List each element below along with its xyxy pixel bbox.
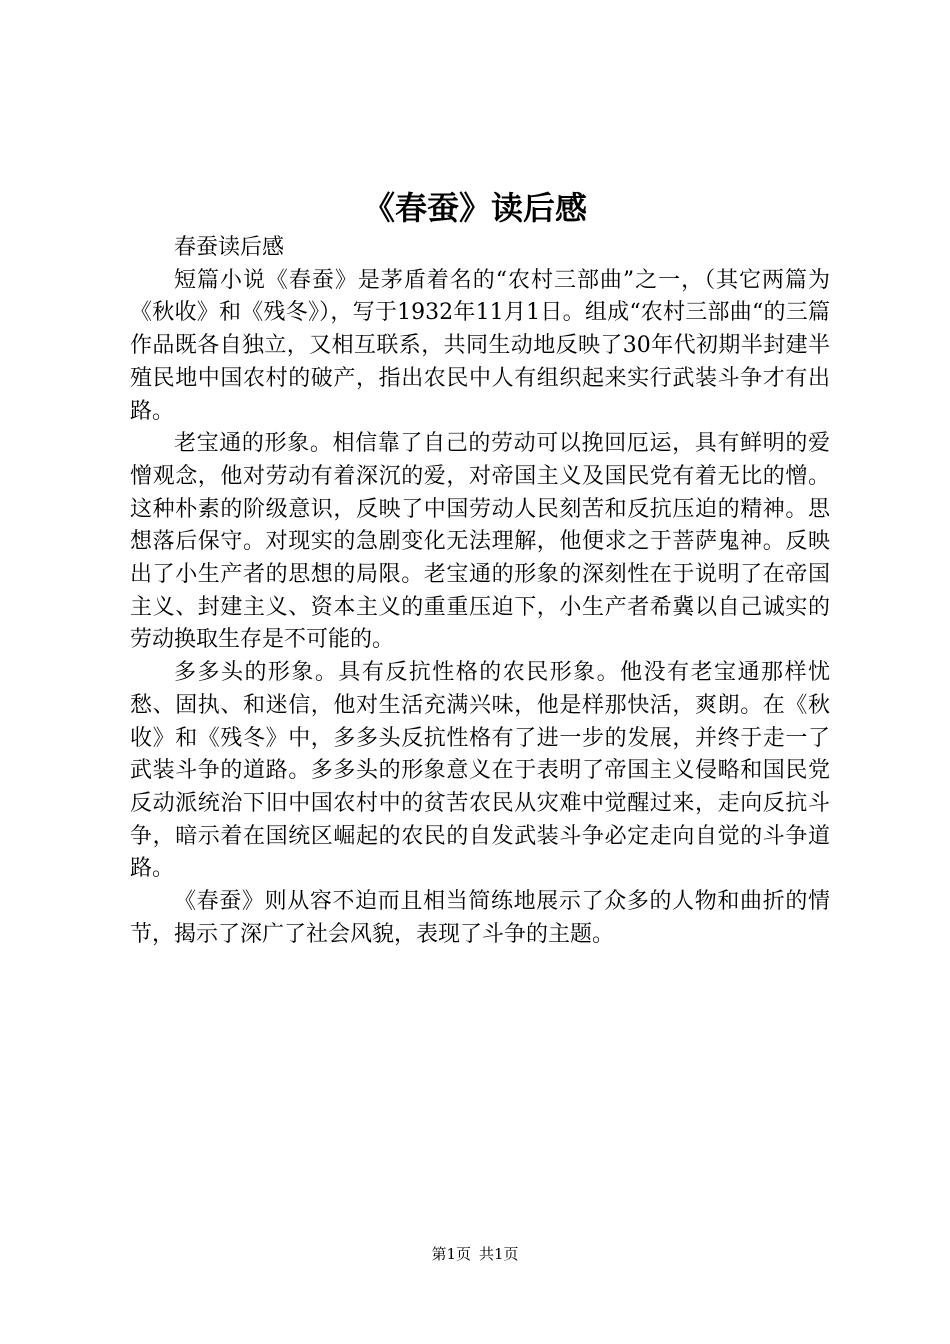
laobaotong-paragraph: 老宝通的形象。相信靠了自己的劳动可以挽回厄运，具有鲜明的爱憎观念，他对劳动有着深沉的爱，对帝国主义及国民党有着无比的憎。这种朴素的阶级意识，反映了中国劳动人民刻苦和反抗压迫的精神。思想落后保守。对现实的急剧变化无法理解，他便求之于菩萨鬼神。反映出了小生产者的思想的局限。老宝通的形象的深刻性在于说明了在帝国主义、封建主义、资本主义的重重压迫下，小生产者希冀以自己诚实的劳动换取生存是不可能的。: [130, 431, 830, 653]
page-number: 第1页: [431, 1245, 471, 1263]
document-body: [130, 232, 830, 951]
page-footer: [0, 1244, 950, 1264]
subtitle-paragraph: 春蚕读后感: [174, 235, 285, 260]
duoduotou-paragraph: 多多头的形象。具有反抗性格的农民形象。他没有老宝通那样忧愁、固执、和迷信，他对生活充满兴味，他是样那快活，爽朗。在《秋收》和《残冬》中，多多头反抗性格有了进一步的发展，并终于走一了武装斗争的道路。多多头的形象意义在于表明了帝国主义侵略和国民党反动派统治下旧中国农村中的贫苦农民从灾难中觉醒过来，走向反抗斗争，暗示着在国统区崛起的农民的自发武装斗争必定走向自觉的斗争道路。: [130, 660, 830, 882]
conclusion-paragraph: 《春蚕》则从容不迫而且相当简练地展示了众多的人物和曲折的情节，揭示了深广了社会风貌，表现了斗争的主题。: [130, 889, 830, 947]
page-total: 共1页: [479, 1245, 519, 1263]
intro-paragraph: 短篇小说《春蚕》是茅盾着名的“农村三部曲”之一，（其它两篇为《秋收》和《残冬》），写于1932年11月1日。组成“农村三部曲“的三篇作品既各自独立，又相互联系，共同生动地反映了30年代初期半封建半殖民地中国农村的破产，指出农民中人有组织起来实行武装斗争才有出路。: [130, 267, 830, 424]
page-title: 《春蚕》读后感: [362, 189, 587, 227]
